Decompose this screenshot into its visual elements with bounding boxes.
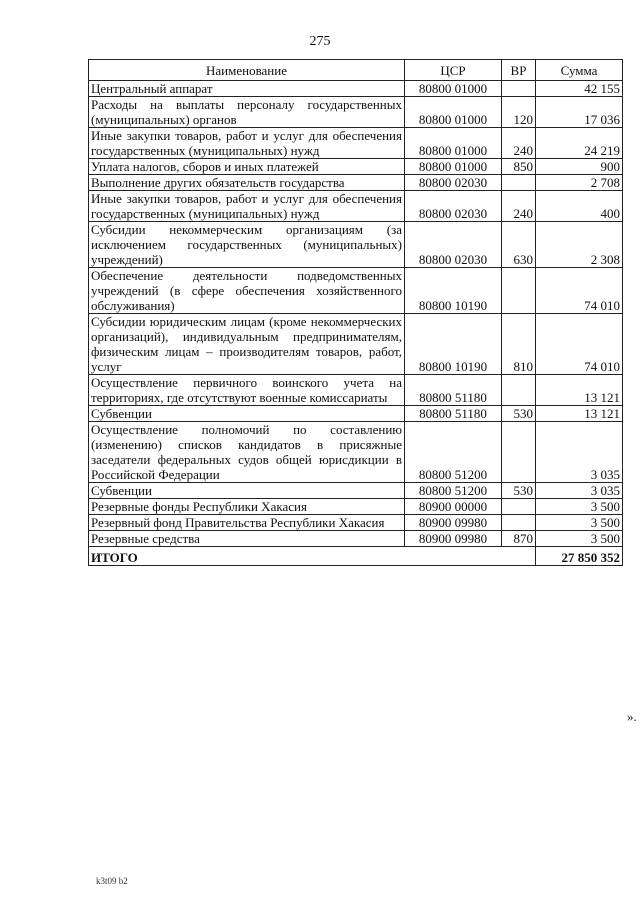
row-name: Резервный фонд Правительства Республики Хакасия (89, 515, 405, 531)
table-row (89, 483, 623, 499)
row-vr: 530 (502, 483, 536, 499)
row-sum: 3 035 (536, 422, 623, 483)
table-row (89, 159, 623, 175)
row-sum: 400 (536, 191, 623, 222)
row-name: Иные закупки товаров, работ и услуг для обеспечения государственных (муниципальных) нужд (89, 128, 405, 159)
row-vr (502, 175, 536, 191)
table-row (89, 222, 623, 268)
row-csr: 80800 10190 (405, 268, 502, 314)
row-sum: 2 708 (536, 175, 623, 191)
table-row (89, 81, 623, 97)
row-sum: 13 121 (536, 375, 623, 406)
row-vr: 530 (502, 406, 536, 422)
header-vr: ВР (502, 60, 536, 81)
row-csr: 80800 01000 (405, 128, 502, 159)
row-sum: 74 010 (536, 314, 623, 375)
table-row (89, 406, 623, 422)
header-name: Наименование (89, 60, 405, 81)
row-csr: 80800 02030 (405, 222, 502, 268)
row-csr: 80800 01000 (405, 159, 502, 175)
row-sum: 13 121 (536, 406, 623, 422)
row-vr: 870 (502, 531, 536, 547)
row-name: Выполнение других обязательств государства (89, 175, 405, 191)
row-name: Осуществление полномочий по составлению (изменению) списков кандидатов в присяжные заседатели федеральных судов общей юрисдикции в Российской Федерации (89, 422, 405, 483)
table-row (89, 128, 623, 159)
row-sum: 3 035 (536, 483, 623, 499)
row-vr: 630 (502, 222, 536, 268)
table-row (89, 422, 623, 483)
row-vr (502, 375, 536, 406)
table-row (89, 268, 623, 314)
row-name: Субвенции (89, 406, 405, 422)
row-sum: 3 500 (536, 515, 623, 531)
row-sum: 17 036 (536, 97, 623, 128)
table-row (89, 97, 623, 128)
row-sum: 3 500 (536, 531, 623, 547)
row-vr (502, 422, 536, 483)
row-name: Осуществление первичного воинского учета на территориях, где отсутствуют военные комиссариаты (89, 375, 405, 406)
row-vr (502, 268, 536, 314)
row-csr: 80800 01000 (405, 81, 502, 97)
table-body (89, 81, 623, 566)
table-row (89, 314, 623, 375)
table-row (89, 515, 623, 531)
row-sum: 42 155 (536, 81, 623, 97)
row-csr: 80800 51180 (405, 406, 502, 422)
row-vr (502, 81, 536, 97)
row-vr (502, 499, 536, 515)
table-row (89, 175, 623, 191)
row-name: Субвенции (89, 483, 405, 499)
row-name: Субсидии некоммерческим организациям (за исключением государственных (муниципальных) учреждений) (89, 222, 405, 268)
row-csr: 80900 09980 (405, 531, 502, 547)
row-name: Резервные фонды Республики Хакасия (89, 499, 405, 515)
header-sum: Сумма (536, 60, 623, 81)
row-name: Резервные средства (89, 531, 405, 547)
table-row (89, 499, 623, 515)
row-name: Иные закупки товаров, работ и услуг для обеспечения государственных (муниципальных) нужд (89, 191, 405, 222)
row-csr: 80800 02030 (405, 175, 502, 191)
row-csr: 80900 09980 (405, 515, 502, 531)
row-name: Центральный аппарат (89, 81, 405, 97)
table-row (89, 531, 623, 547)
row-sum: 900 (536, 159, 623, 175)
row-csr: 80800 10190 (405, 314, 502, 375)
row-name: Расходы на выплаты персоналу государственных (муниципальных) органов (89, 97, 405, 128)
row-sum: 3 500 (536, 499, 623, 515)
row-vr: 850 (502, 159, 536, 175)
closing-quote-mark: ». (627, 709, 637, 724)
row-sum: 2 308 (536, 222, 623, 268)
row-vr (502, 515, 536, 531)
row-sum: 24 219 (536, 128, 623, 159)
total-row (89, 547, 623, 566)
footer-code: k3t09 b2 (96, 876, 128, 886)
page-number: 275 (309, 34, 331, 49)
row-name: Обеспечение деятельности подведомственных учреждений (в сфере обеспечения хозяйственного обслуживания) (89, 268, 405, 314)
row-csr: 80800 51180 (405, 375, 502, 406)
total-sum: 27 850 352 (536, 547, 623, 566)
total-label: ИТОГО (89, 547, 536, 566)
row-csr: 80900 00000 (405, 499, 502, 515)
row-csr: 80800 01000 (405, 97, 502, 128)
row-vr: 810 (502, 314, 536, 375)
header-csr: ЦСР (405, 60, 502, 81)
row-name: Субсидии юридическим лицам (кроме некоммерческих организаций), индивидуальным предпринимателям, физическим лицам – производителям товаров, работ, услуг (89, 314, 405, 375)
table-row (89, 375, 623, 406)
table-row (89, 191, 623, 222)
row-csr: 80800 02030 (405, 191, 502, 222)
budget-table (88, 59, 623, 566)
table-header-row (89, 60, 623, 81)
row-csr: 80800 51200 (405, 422, 502, 483)
row-name: Уплата налогов, сборов и иных платежей (89, 159, 405, 175)
row-vr: 120 (502, 97, 536, 128)
row-csr: 80800 51200 (405, 483, 502, 499)
row-vr: 240 (502, 128, 536, 159)
row-vr: 240 (502, 191, 536, 222)
row-sum: 74 010 (536, 268, 623, 314)
